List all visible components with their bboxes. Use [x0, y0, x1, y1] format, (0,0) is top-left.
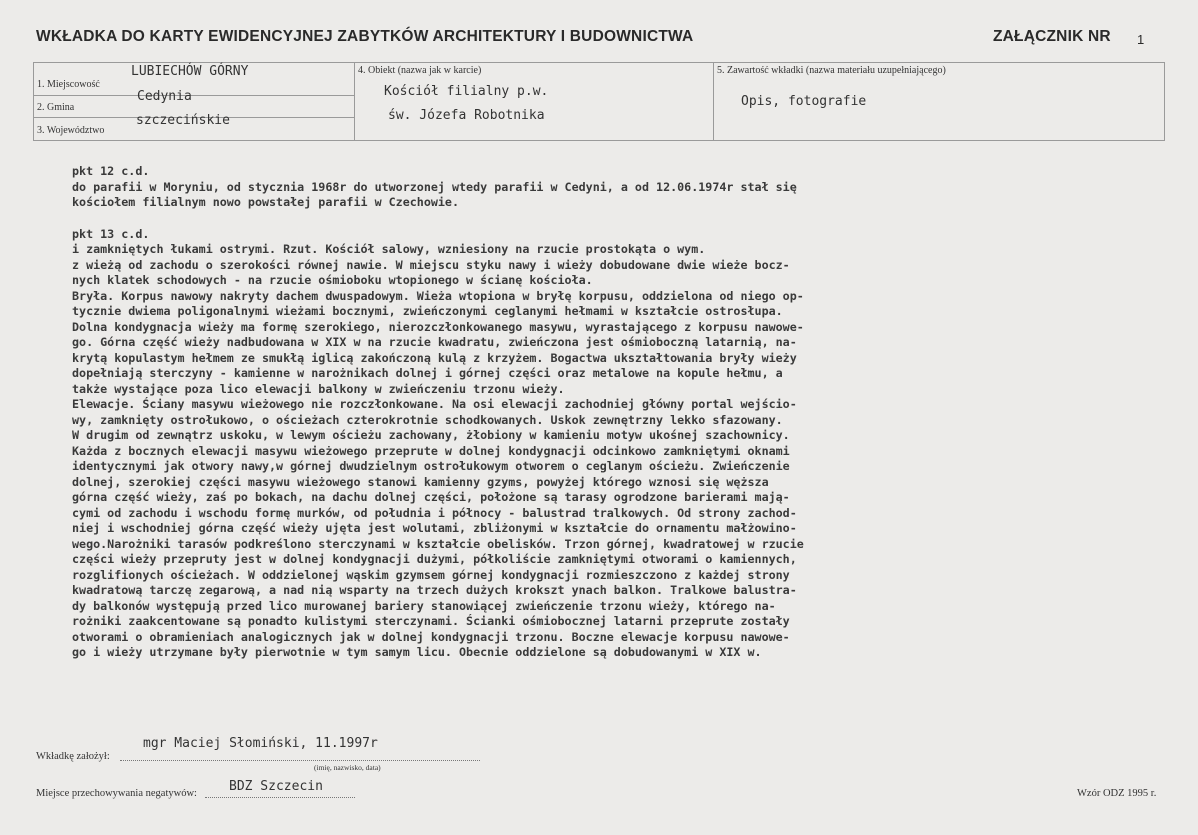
body-line: dopełniają sterczyny - kamienne w narożnikach dolnej i górnej części oraz metalowe na kopule hełmu, a [72, 366, 783, 380]
body-line: go. Górna część wieży nadbudowana w XIX w na rzucie kwadratu, zwieńczona jest ośmioboczną latarnią, na- [72, 335, 797, 349]
negatywy-value: BDZ Szczecin [229, 779, 323, 794]
body-line: cymi od zachodu i wschodu formę murków, od południa i północy - balustrad tralkowych. Od strony zachod- [72, 505, 797, 520]
body-line: tycznie dwiema poligonalnymi wieżami bocznymi, zwieńczonymi ceglanymi hełmami w kształcie ostrosłupa. [72, 304, 783, 318]
form-version: Wzór ODZ 1995 r. [1077, 788, 1157, 799]
obiekt-label: 4. Obiekt (nazwa jak w karcie) [358, 65, 482, 76]
body-line: kościołem filialnym nowo powstałej parafii w Czechowie. [72, 195, 460, 209]
body-line: Bryła. Korpus nawowy nakryty dachem dwuspadowym. Wieża wtopiona w bryłę korpusu, oddzielona od niego op- [72, 288, 804, 303]
body-line: identycznymi jak otwory nawy,w górnej dwudzielnym ostrołukowym otworem o ceglanym ościeżu. Zwieńczenie [72, 459, 790, 473]
zawartosc-label: 5. Zawartość wkładki (nazwa materiału uzupełniającego) [717, 65, 946, 76]
body-line: pkt 12 c.d. [72, 164, 150, 178]
wojewodztwo-label: 3. Województwo [37, 125, 105, 136]
body-line: Dolna kondygnacja wieży ma formę szerokiego, nierozczłonkowanego masywu, wyrastającego z korpusu nawowe- [72, 319, 804, 334]
zalozyl-sub: (imię, nazwisko, data) [314, 763, 381, 772]
body-line: dolnej, szerokiej części masywu wieżowego stanowi kamienny gzyms, powyżej którego wznosi się węższa [72, 474, 769, 489]
gmina-value: Cedynia [137, 89, 192, 104]
divider [354, 62, 355, 140]
body-line: otworami o obramieniach analogicznych jak w dolnej kondygnacji trzonu. Boczne elewacje korpusu nawowe- [72, 629, 790, 644]
gmina-label: 2. Gmina [37, 102, 75, 113]
signature-line [120, 760, 480, 761]
body-line: Elewacje. Ściany masywu wieżowego nie rozczłonkowane. Na osi elewacji zachodniej główny portal wejścio- [72, 397, 797, 411]
attachment-number: 1 [1137, 32, 1145, 47]
zawartosc-value: Opis, fotografie [741, 94, 867, 109]
body-line: i zamkniętych łukami ostrymi. Rzut. Kościół salowy, wzniesiony na rzucie prostokąta o wym. [72, 242, 706, 256]
body-line: nych klatek schodowych - na rzucie ośmioboku wtopionego w ścianę kościoła. [72, 273, 593, 287]
attachment-label: ZAŁĄCZNIK NR [993, 28, 1111, 45]
negatywy-line [205, 797, 355, 798]
obiekt-line-2: św. Józefa Robotnika [388, 108, 545, 123]
body-line: także wystające poza lico elewacji balkony w zwieńczeniu trzonu wieży. [72, 381, 565, 396]
zalozyl-value: mgr Maciej Słomiński, 11.1997r [143, 736, 378, 751]
body-line: kwadratową tarczę zegarową, a nad nią wsparty na trzech dużych krokszt ynach balkon. Tralkowe balustra- [72, 583, 797, 597]
body-line: górna część wieży, zaś po bokach, na dachu dolnej części, położone są tarasy ogrodzone barierami mają- [72, 490, 790, 504]
body-line: z wieżą od zachodu o szerokości równej nawie. W miejscu styku nawy i wieży dobudowane dwie wieże bocz- [72, 257, 790, 272]
body-line: krytą kopulastym hełmem ze smukłą iglicą zakończoną kulą z krzyżem. Bogactwa ukształtowania bryły wieży [72, 350, 797, 365]
description-text [72, 164, 1162, 661]
divider [713, 62, 714, 140]
zalozyl-label: Wkładkę założył: [36, 751, 110, 762]
body-line: niej i wschodniej górna część wieży ujęta jest wolutami, zbliżonymi w kształcie do ornamentu małżowino- [72, 521, 797, 535]
body-line: wego.Narożniki tarasów podkreślono sterczynami w kształcie obelisków. Trzon górnej, kwadratowej w rzucie [72, 536, 804, 551]
body-line: pkt 13 c.d. [72, 226, 150, 241]
document-title: WKŁADKA DO KARTY EWIDENCYJNEJ ZABYTKÓW ARCHITEKTURY I BUDOWNICTWA [36, 28, 694, 45]
body-line: dy balkonów występują przed lico murowanej bariery stanowiącej zwieńczenie trzonu wieży, którego na- [72, 598, 776, 613]
body-line: go i wieży utrzymane były pierwotnie w tym samym licu. Obecnie oddzielone są dobudowanymi w XIX w. [72, 645, 762, 659]
wojewodztwo-value: szczecińskie [136, 113, 230, 128]
divider [33, 95, 354, 96]
body-line [72, 211, 1162, 227]
body-line: rożniki zaakcentowane są ponadto kulistymi sterczynami. Ścianki ośmiobocznej latarni przeprute zostały [72, 614, 790, 628]
body-line: W drugim od zewnątrz uskoku, w lewym ościeżu zachowany, żłobiony w kamieniu motyw ukośnej szachownicy. [72, 428, 790, 442]
body-line: do parafii w Moryniu, od stycznia 1968r do utworzonej wtedy parafii w Cedyni, a od 12.06.1974r stał się [72, 179, 797, 194]
negatywy-label: Miejsce przechowywania negatywów: [36, 788, 197, 799]
body-line: rozglifionych ościeżach. W oddzielonej wąskim gzymsem górnej kondygnacji rozmieszczono z każdej strony [72, 567, 790, 582]
body-line: Każda z bocznych elewacji masywu wieżowego przeprute w dolnej kondygnacji odcinkowo zamkniętymi oknami [72, 443, 790, 458]
obiekt-line-1: Kościół filialny p.w. [384, 84, 549, 99]
miejscowosc-value: LUBIECHÓW GÓRNY [131, 64, 249, 79]
body-line: wy, zamknięty ostrołukowo, o ościeżach czterokrotnie schodkowanych. Uskok zewnętrzny lekko sfazowany. [72, 412, 783, 427]
body-line: części wieży przepruty jest w dolnej kondygnacji dużymi, półkoliście zamkniętymi otworami o kamiennych, [72, 552, 797, 566]
miejscowosc-label: 1. Miejscowość [37, 79, 100, 90]
